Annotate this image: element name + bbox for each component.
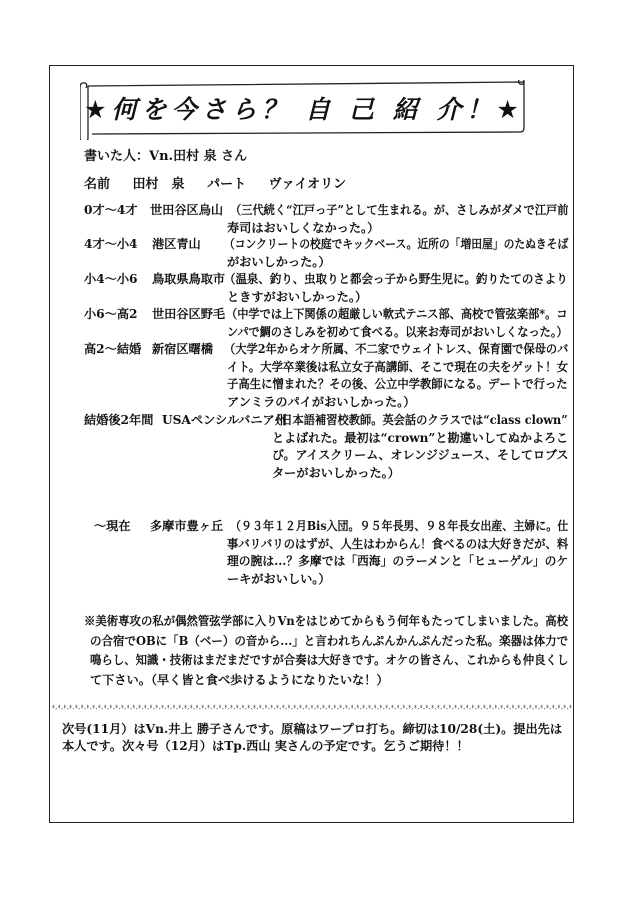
entry-period: 小6～高2 <box>84 307 138 321</box>
entry-period: 結婚後2年間 <box>84 413 154 427</box>
name-value: 田村 泉 <box>132 177 185 192</box>
entry-place: USAペンシルバニア州 <box>162 413 287 427</box>
entry-place: 世田谷区烏山 <box>150 203 224 217</box>
entry-text-line: がおいしかった。） <box>227 254 331 269</box>
author-line: 書いた人：Vn.田村 泉 さん <box>84 149 248 164</box>
entry-place: 港区青山 <box>152 237 201 251</box>
entry-text-line: アンミラのパイがおいしかった。） <box>227 394 416 409</box>
entry-period: 4才～小4 <box>84 237 138 251</box>
entry-text-line: とよばれた。最初は“crown”と勘違いしてぬかよろこ <box>272 430 569 445</box>
entry-text-line: 事バリバリのはずが、人生はわからん！食べるのは大好きだが、料 <box>227 536 569 551</box>
entry-place: 新宿区曙橋 <box>152 342 213 356</box>
footer-line: 次号(11月）はVn.井上 勝子さんです。原稿はワープロ打ち。締切は10/28(土)。提出先は <box>62 722 563 736</box>
entry-text-line: イト。大学卒業後は私立女子高講師、そこで現在の夫をゲット！女 <box>227 359 569 374</box>
profile-row <box>84 178 364 192</box>
note-line: 鳴らし、知識・技術はまだまだですが合奏は大好きです。オケの皆さん、これからも仲良くし <box>90 653 569 667</box>
part-value: ヴァイオリン <box>268 177 347 192</box>
entry-text-line: （大学2年からオケ所属、不二家でウェイトレス、保育園で保母のバ <box>224 342 569 356</box>
star-separator: *-*-*-*-*-*-*-*-*-*-*-*-*-*-*-*-*-*-*-*-*-*-*-*-*-*-*-*-*-*-*-*-*-*-*-*-*-*-*-*-*-*-*-*-*-*-*-*-*-*-*-*-*-*-*-*-*-*-*-*-*-*-*-*-*-*-*-*-*-*-*-*-*-*-*-*-*-*-*-*-*-*-*-*-*-*-*-*-*-*-* <box>52 704 573 714</box>
entry-place: 鳥取県鳥取市 <box>152 272 226 286</box>
entry-text-line: ーキがおいしい。） <box>227 571 331 586</box>
entry-text-line: （三代続く“江戸っ子”として生まれる。が、さしみがダメで江戸前 <box>230 203 569 217</box>
footer-line: 本人です。次々号（12月）はTp.西山 実さんの予定です。乞うご期待！！ <box>62 739 469 753</box>
entry-text-line: 理の腕は...？多摩では「西海」のラーメンと「ヒューゲル」のケ <box>227 554 569 569</box>
part-label: パート <box>207 177 247 192</box>
note-line: の合宿でOBに「B（ベー）の音から...」と言われちんぷんかんぷんだった私。楽器は体力で <box>90 633 569 648</box>
entry-text-line: ときすがおいしかった。） <box>227 289 368 304</box>
entry-text-line: ンパで鯛のさしみを初めて食べる。以来お寿司がおいしくなった。） <box>227 324 568 339</box>
entry-text-line: （温泉、釣り、虫取りと都会っ子から野生児に。釣りたてのさより <box>224 272 568 286</box>
entry-text-line: び。アイスクリーム、オレンジジュース、そしてロブス <box>272 448 569 463</box>
entry-place: 多摩市豊ヶ丘 <box>150 519 224 533</box>
banner-title: ★何を今さら？ 自 己 紹 介！★ <box>84 95 524 124</box>
entry-place: 世田谷区野毛 <box>152 307 226 321</box>
note-line: て下さい。（早く皆と食べ歩けるようになりたいな！） <box>90 672 389 687</box>
entry-period: 小4～小6 <box>84 272 138 286</box>
entry-period: ～現在 <box>94 519 131 533</box>
entry-text-line: （中学では上下関係の超厳しい軟式テニス部、高校で管弦楽部*。コ <box>226 307 568 321</box>
entry-text-line: 寿司はおいしくなかった。） <box>227 220 380 235</box>
entry-text-line: 子高生に憎まれた？その後、公立中学教師になる。デートで行った <box>227 377 568 392</box>
entry-text-line: （日本語補習校教師。英会話のクラスでは“class clown” <box>270 413 568 427</box>
entry-text-line: （コンクリートの校庭でキックベース。近所の「増田屋」のたぬきそば <box>224 237 569 251</box>
entry-period: 高2～結婚 <box>84 342 142 356</box>
entry-text-line: （９３年１２月Bis入団。９５年長男、９８年長女出産、主婦に。仕 <box>230 519 569 533</box>
title-banner <box>80 80 528 136</box>
entry-text-line: ターがおいしかった。） <box>272 465 400 480</box>
name-label: 名前 <box>84 177 111 192</box>
note-line: ※美術専攻の私が偶然管弦学部に入りVnをはじめてからもう何年もたってしまいました。高校 <box>84 614 569 628</box>
entry-period: 0才～4才 <box>84 203 138 217</box>
